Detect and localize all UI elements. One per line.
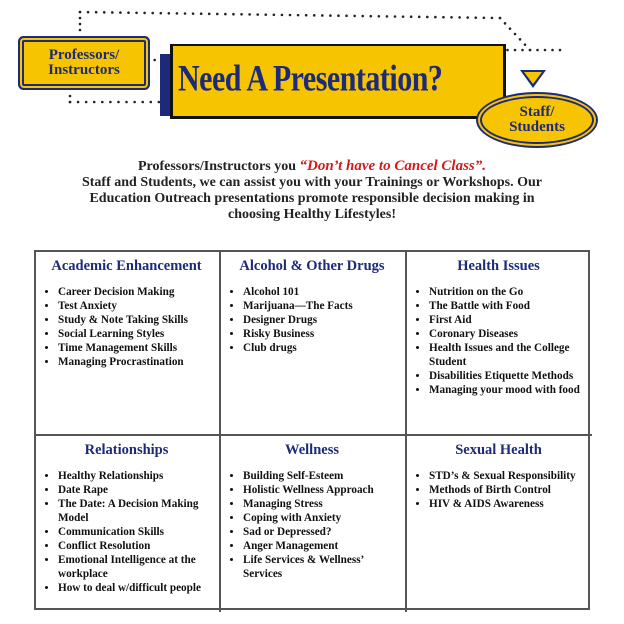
topic-title: Alcohol & Other Drugs xyxy=(239,258,385,274)
topic-item: • HIV & AIDS Awareness xyxy=(429,497,586,511)
topic-item: • Emotional Intelligence at the workplace xyxy=(58,553,213,581)
topic-item: • Marijuana—The Facts xyxy=(243,299,399,313)
arrow-down-icon xyxy=(520,70,546,88)
topic-item: • Sad or Depressed? xyxy=(243,525,399,539)
topic-item: • Career Decision Making xyxy=(58,285,213,299)
topic-cell xyxy=(407,252,592,436)
topic-item: • Building Self-Esteem xyxy=(243,469,399,483)
topic-item: • Communication Skills xyxy=(58,525,213,539)
topic-item: • Health Issues and the College Student xyxy=(429,341,586,369)
topic-cell xyxy=(36,252,221,436)
topic-item: • Test Anxiety xyxy=(58,299,213,313)
topic-item: • Methods of Birth Control xyxy=(429,483,586,497)
professors-label-line2: Instructors xyxy=(48,62,120,78)
topic-title: Wellness xyxy=(285,442,339,458)
topic-item: • Study & Note Taking Skills xyxy=(58,313,213,327)
topic-item: • How to deal w/difficult people xyxy=(58,581,213,595)
topic-list xyxy=(411,285,586,397)
topic-item: • Time Management Skills xyxy=(58,341,213,355)
intro-line1-pre: Professors/Instructors you xyxy=(137,159,300,174)
intro-line4: choosing Healthy Lifestyles! xyxy=(228,207,396,222)
intro-line3: Education Outreach presentations promote responsible decision making in xyxy=(89,191,535,206)
topic-item: • Club drugs xyxy=(243,341,399,355)
professors-instructors-badge xyxy=(22,40,146,86)
topic-item: • Anger Management xyxy=(243,539,399,553)
staff-label-line1: Staff/ xyxy=(519,104,555,120)
topic-cell xyxy=(221,252,407,436)
topic-item: • Managing your mood with food xyxy=(429,383,586,397)
topic-item: • Coronary Diseases xyxy=(429,327,586,341)
topic-cell xyxy=(36,436,221,612)
topic-item: • STD’s & Sexual Responsibility xyxy=(429,469,586,483)
topic-item: • Life Services & Wellness’ Services xyxy=(243,553,399,581)
topic-title: Health Issues xyxy=(457,258,540,274)
topic-item: • The Date: A Decision Making Model xyxy=(58,497,213,525)
staff-students-badge xyxy=(480,96,594,144)
topic-item: • Nutrition on the Go xyxy=(429,285,586,299)
topic-item: • Managing Procrastination xyxy=(58,355,213,369)
topic-list xyxy=(411,469,586,511)
topic-item: • Risky Business xyxy=(243,327,399,341)
page-title: Need A Presentation? xyxy=(178,58,443,100)
topic-item: • Conflict Resolution xyxy=(58,539,213,553)
topic-cell xyxy=(407,436,592,612)
topic-list xyxy=(40,469,213,595)
topic-item: • Healthy Relationships xyxy=(58,469,213,483)
topic-title: Academic Enhancement xyxy=(51,258,202,274)
topic-item: • Holistic Wellness Approach xyxy=(243,483,399,497)
professors-label-line1: Professors/ xyxy=(48,47,120,63)
topic-cell xyxy=(221,436,407,612)
topic-item: • Disabilities Etiquette Methods xyxy=(429,369,586,383)
topic-item: • Coping with Anxiety xyxy=(243,511,399,525)
topic-title: Sexual Health xyxy=(455,442,542,458)
topic-list xyxy=(40,285,213,369)
intro-paragraph xyxy=(30,158,594,223)
topic-list xyxy=(225,285,399,355)
topics-grid xyxy=(34,250,590,610)
staff-label-line2: Students xyxy=(509,119,565,135)
topic-item: • Social Learning Styles xyxy=(58,327,213,341)
topic-item: • Designer Drugs xyxy=(243,313,399,327)
topic-list xyxy=(225,469,399,581)
topic-item: • Alcohol 101 xyxy=(243,285,399,299)
topic-item: • The Battle with Food xyxy=(429,299,586,313)
topic-item: • Managing Stress xyxy=(243,497,399,511)
intro-line2: Staff and Students, we can assist you with your Trainings or Workshops. Our xyxy=(81,175,543,190)
topic-item: • First Aid xyxy=(429,313,586,327)
topic-item: • Date Rape xyxy=(58,483,213,497)
topic-title: Relationships xyxy=(84,442,169,458)
intro-quote: “Don’t have to Cancel Class”. xyxy=(299,158,487,174)
